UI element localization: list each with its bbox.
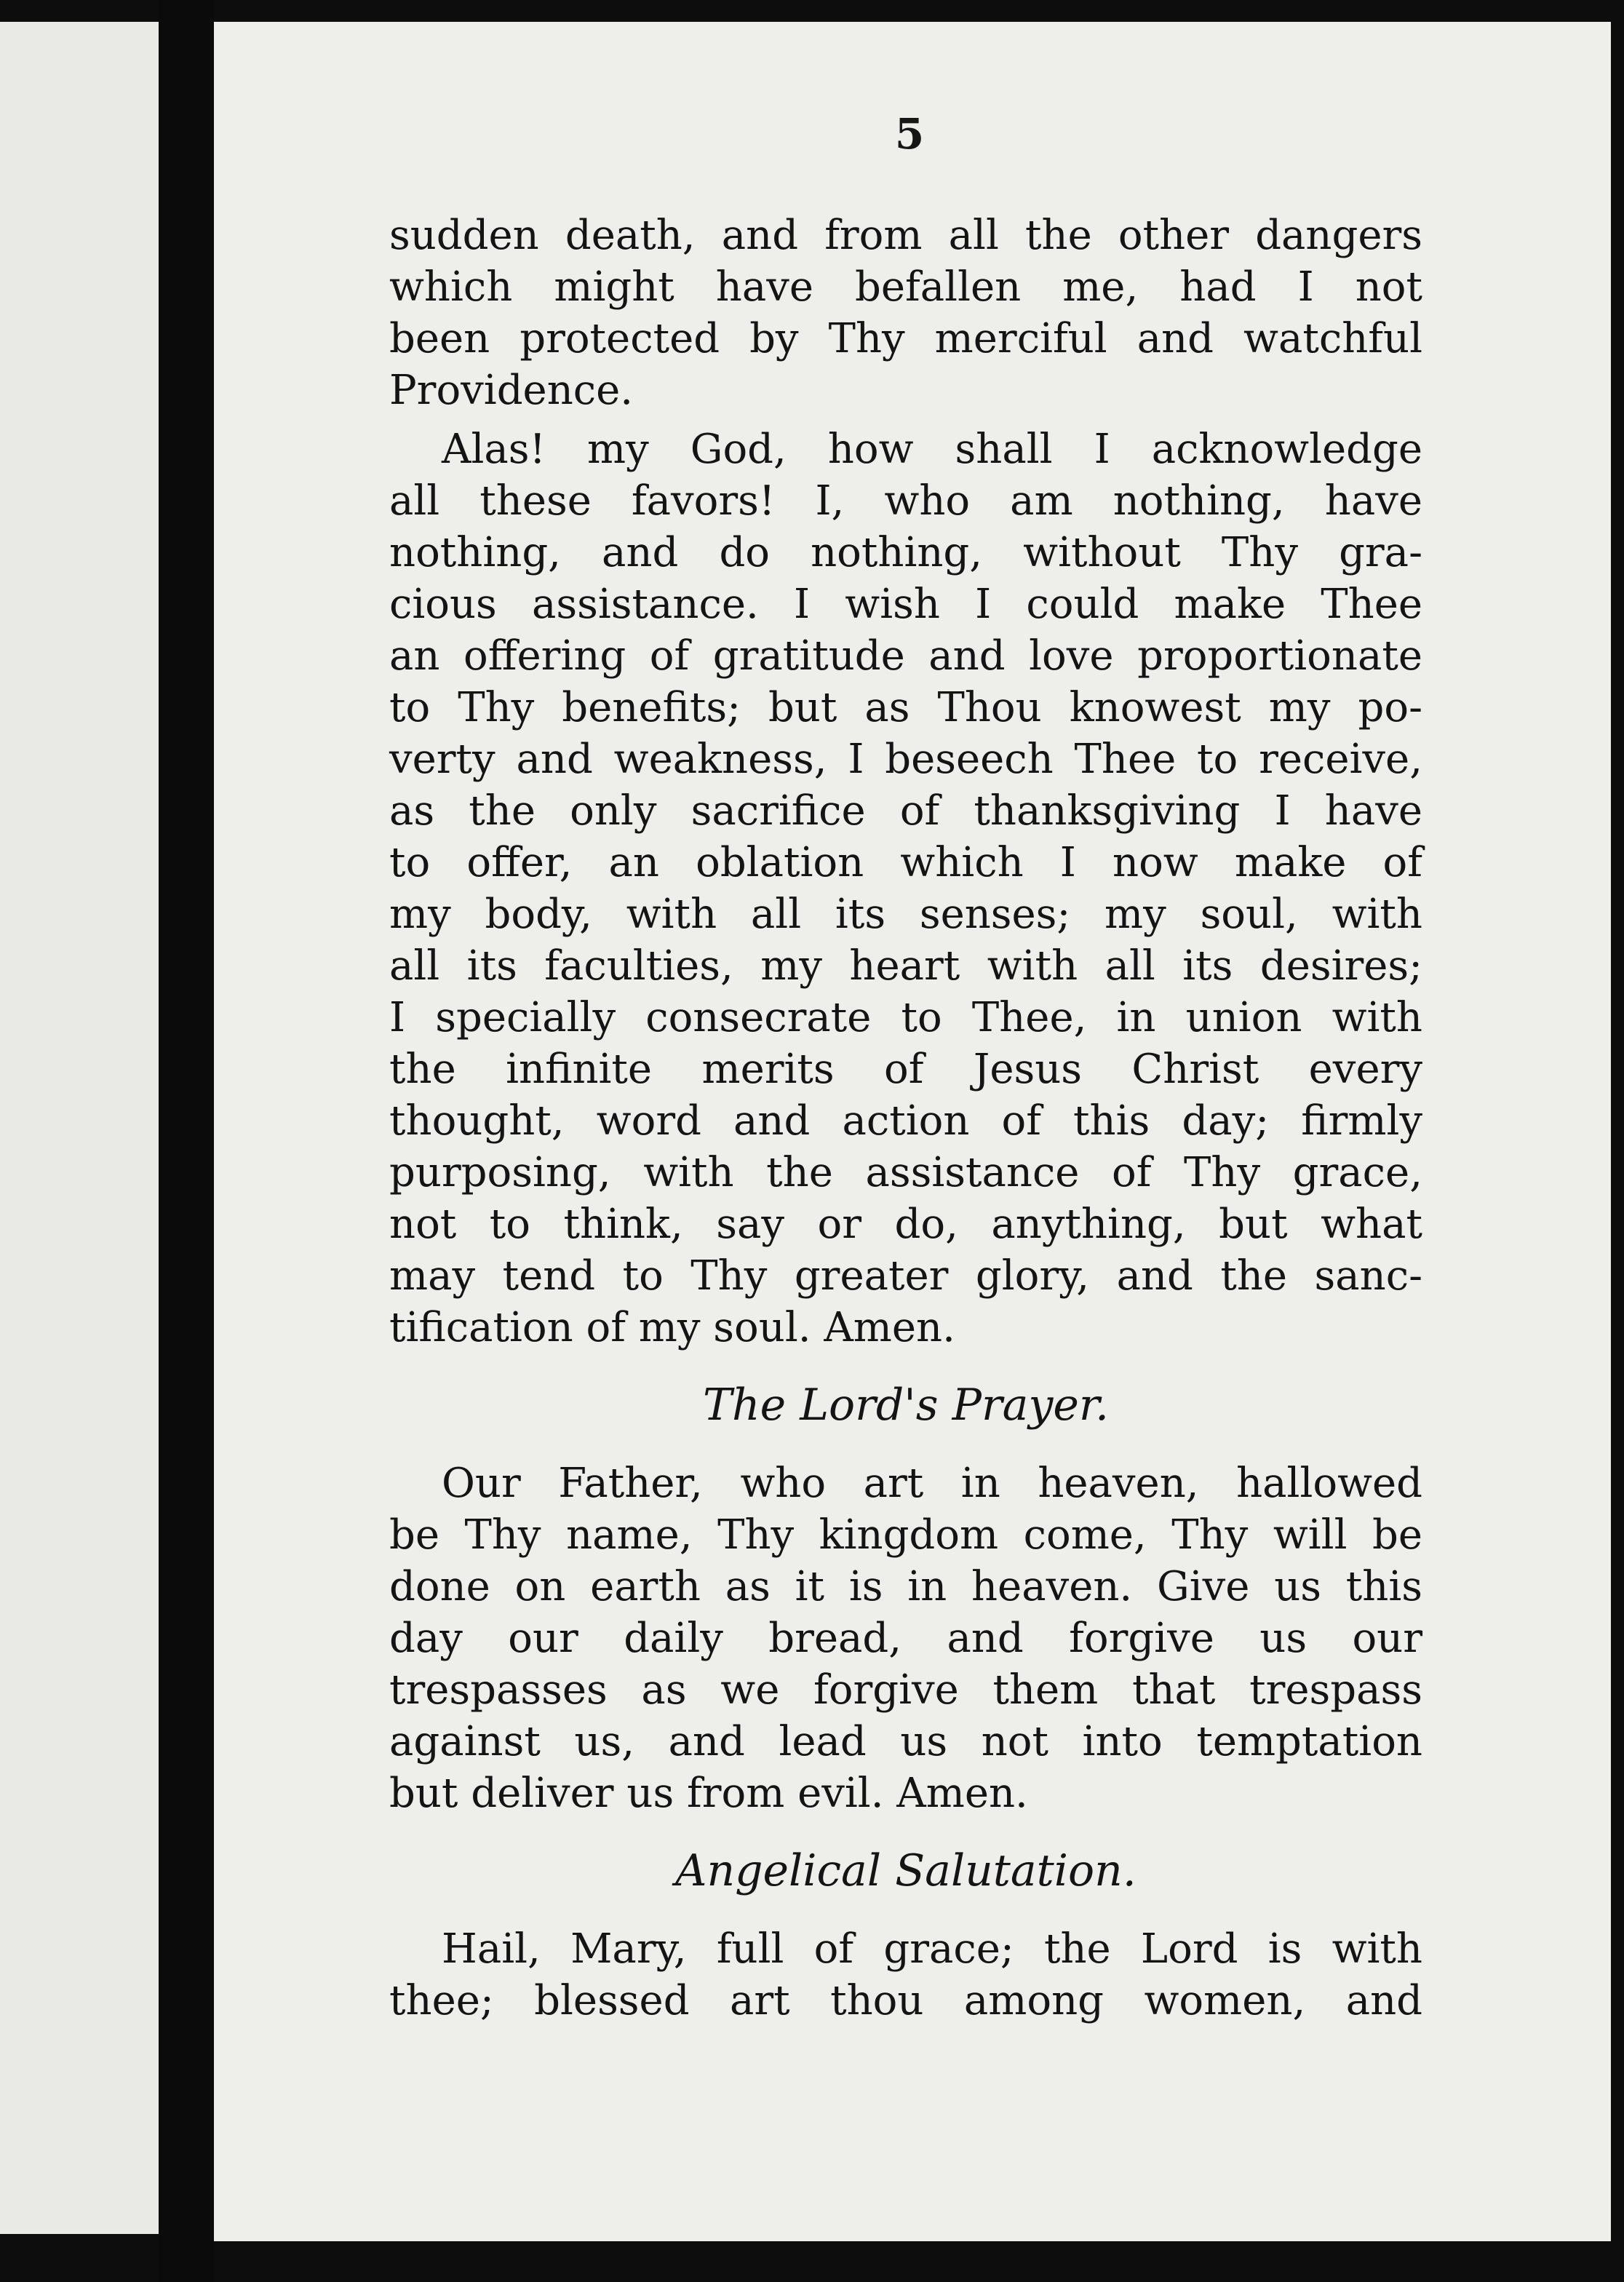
text-line: to offer, an oblation which I now make of	[389, 839, 1422, 886]
text-line: thee; blessed art thou among women, and	[389, 1977, 1422, 2024]
text-line: be Thy name, Thy kingdom come, Thy will be	[389, 1511, 1422, 1559]
paragraph-continuation	[389, 210, 1422, 416]
page-text	[389, 210, 1422, 2027]
text-line: sudden death, and from all the other dangers	[389, 212, 1422, 259]
text-line: to Thy benefits; but as Thou knowest my po-	[389, 684, 1422, 731]
text-line: done on earth as it is in heaven. Give us this	[389, 1563, 1422, 1610]
text-line: Hail, Mary, full of grace; the Lord is with	[442, 1925, 1422, 1973]
text-line: not to think, say or do, anything, but what	[389, 1201, 1422, 1248]
text-line: day our daily bread, and forgive us our	[389, 1615, 1422, 1662]
text-line: an offering of gratitude and love proportionate	[389, 632, 1422, 680]
paragraph-lords-prayer	[389, 1458, 1422, 1819]
book-gutter	[159, 0, 214, 2282]
paragraph-hail-mary	[389, 1923, 1422, 2027]
text-line: my body, with all its senses; my soul, with	[389, 891, 1422, 938]
text-line: purposing, with the assistance of Thy grace,	[389, 1149, 1422, 1196]
text-line: cious assistance. I wish I could make Thee	[389, 581, 1422, 628]
page-number: 5	[894, 109, 925, 159]
text-line: Our Father, who art in heaven, hallowed	[442, 1460, 1422, 1507]
facing-page-edge	[0, 22, 159, 2234]
text-line: been protected by Thy merciful and watchful	[389, 315, 1422, 362]
text-line: trespasses as we forgive them that trespass	[389, 1666, 1422, 1714]
text-line: all these favors! I, who am nothing, have	[389, 477, 1422, 525]
text-line: but deliver us from evil. Amen.	[389, 1770, 1028, 1817]
text-line: the infinite merits of Jesus Christ every	[389, 1046, 1422, 1093]
text-line: I specially consecrate to Thee, in union with	[389, 994, 1422, 1041]
text-line: as the only sacrifice of thanksgiving I have	[389, 787, 1422, 835]
text-line: tification of my soul. Amen.	[389, 1304, 955, 1351]
text-line: thought, word and action of this day; firmly	[389, 1097, 1422, 1145]
text-line: against us, and lead us not into temptation	[389, 1718, 1422, 1765]
text-line: Alas! my God, how shall I acknowledge	[442, 426, 1422, 473]
text-line: verty and weakness, I beseech Thee to receive,	[389, 736, 1422, 783]
section-heading-lords-prayer: The Lord's Prayer.	[702, 1380, 1110, 1431]
paragraph-offering	[389, 424, 1422, 1353]
text-line: all its faculties, my heart with all its desires;	[389, 942, 1422, 990]
text-line: nothing, and do nothing, without Thy gra-	[389, 529, 1422, 576]
text-line: Providence.	[389, 367, 634, 414]
text-line: which might have befallen me, had I not	[389, 263, 1422, 311]
section-heading-angelical-salutation: Angelical Salutation.	[675, 1845, 1137, 1896]
text-line: may tend to Thy greater glory, and the sanc-	[389, 1252, 1422, 1300]
